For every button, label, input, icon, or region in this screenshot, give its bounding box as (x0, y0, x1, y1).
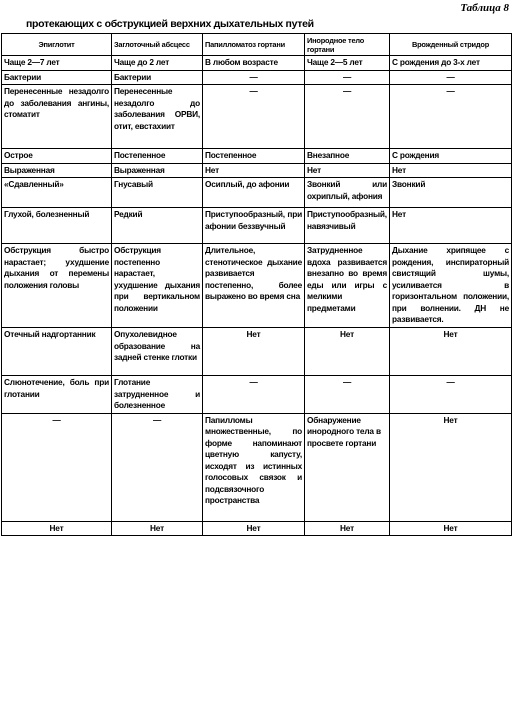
table-row (2, 521, 512, 536)
table-cell: Выраженная (2, 163, 112, 178)
table-cell: Постепенное (203, 149, 305, 164)
table-cell: — (390, 85, 512, 149)
table-cell: Нет (305, 521, 390, 536)
table-cell: Нет (305, 328, 390, 376)
table-cell: Перенесенные незадолго до заболевания ОРВИ, отит, евстахиит (112, 85, 203, 149)
table-cell: Приступообразный, навязчивый (305, 208, 390, 244)
table-cell: — (305, 85, 390, 149)
table-cell: Нет (390, 413, 512, 521)
table-cell: Глотание затрудненное и болезненное (112, 376, 203, 414)
column-header: Врожденный стридор (390, 34, 512, 56)
table-cell: Нет (203, 163, 305, 178)
table-cell: Нет (203, 328, 305, 376)
table-cell: Нет (390, 521, 512, 536)
table-row (2, 376, 512, 414)
table-row (2, 413, 512, 521)
table-cell: Глухой, болезненный (2, 208, 112, 244)
table-row (2, 244, 512, 328)
table-cell: Нет (203, 521, 305, 536)
table-cell: — (112, 413, 203, 521)
table-cell: Обнаружение инородного тела в просвете гортани (305, 413, 390, 521)
table-cell: — (203, 85, 305, 149)
table-row (2, 178, 512, 208)
table-cell: Обструкция постепенно нарастает, ухудшение дыхания при вертикальном положении (112, 244, 203, 328)
table-cell: Приступообразный, при афонии беззвучный (203, 208, 305, 244)
table-row (2, 149, 512, 164)
table-cell: Нет (390, 163, 512, 178)
table-cell: Нет (305, 163, 390, 178)
table-row (2, 56, 512, 71)
table-cell: Дыхание хрипящее с рождения, инспираторный свистящий шумы, усиливается в горизонтальном положении, при волнении. ДН не развивается. (390, 244, 512, 328)
table-cell: В любом возрасте (203, 56, 305, 71)
table-cell: Постепенное (112, 149, 203, 164)
table-cell: Гнусавый (112, 178, 203, 208)
table-cell: «Сдавленный» (2, 178, 112, 208)
table-cell: Острое (2, 149, 112, 164)
table-cell: — (390, 376, 512, 414)
table-cell: — (390, 70, 512, 85)
table-title: протекающих с обструкцией верхних дыхательных путей (26, 18, 314, 30)
table-number-label: Таблица 8 (460, 2, 509, 14)
table-row (2, 163, 512, 178)
table-cell: — (2, 413, 112, 521)
table-cell: Нет (2, 521, 112, 536)
table-cell: Опухолевидное образование на задней стенке глотки (112, 328, 203, 376)
table-row (2, 328, 512, 376)
table-cell: Осиплый, до афонии (203, 178, 305, 208)
table-cell: Чаще 2—5 лет (305, 56, 390, 71)
table-cell: Затрудненное вдоха развивается внезапно во время еды или игры с мелкими предметами (305, 244, 390, 328)
table-cell: Обструкция быстро нарастает; ухудшение дыхания от перемены положения головы (2, 244, 112, 328)
table-cell: С рождения до 3-х лет (390, 56, 512, 71)
column-header: Эпиглотит (2, 34, 112, 56)
table-cell: Выраженная (112, 163, 203, 178)
table-cell: Нет (112, 521, 203, 536)
table-cell: Внезапное (305, 149, 390, 164)
column-header: Инородное тело гортани (305, 34, 390, 56)
table-cell: Слюнотечение, боль при глотании (2, 376, 112, 414)
table-cell: Редкий (112, 208, 203, 244)
table-cell: — (305, 70, 390, 85)
table-cell: Бактерии (2, 70, 112, 85)
table-cell: Бактерии (112, 70, 203, 85)
table-cell: — (305, 376, 390, 414)
table-header-row (2, 34, 512, 56)
table-cell: Отечный надгортанник (2, 328, 112, 376)
table-cell: — (203, 376, 305, 414)
table-row (2, 208, 512, 244)
table-row (2, 85, 512, 149)
column-header: Папилломатоз гортани (203, 34, 305, 56)
table-cell: С рождения (390, 149, 512, 164)
table-row (2, 70, 512, 85)
table-cell: Чаще 2—7 лет (2, 56, 112, 71)
table-cell: Перенесенные незадолго до заболевания ангины, стоматит (2, 85, 112, 149)
comparison-table (1, 33, 512, 536)
column-header: Заглоточный абсцесс (112, 34, 203, 56)
table-cell: Длительное, стенотическое дыхание развивается постепенно, более выражено во время сна (203, 244, 305, 328)
table-cell: Нет (390, 208, 512, 244)
table-cell: — (203, 70, 305, 85)
table-cell: Папилломы множественные, по форме напоминают цветную капусту, исходят из истинных голосовых связок и подсвязочного пространства (203, 413, 305, 521)
table-cell: Чаще до 2 лет (112, 56, 203, 71)
table-cell: Звонкий или охриплый, афония (305, 178, 390, 208)
table-cell: Нет (390, 328, 512, 376)
table-cell: Звонкий (390, 178, 512, 208)
